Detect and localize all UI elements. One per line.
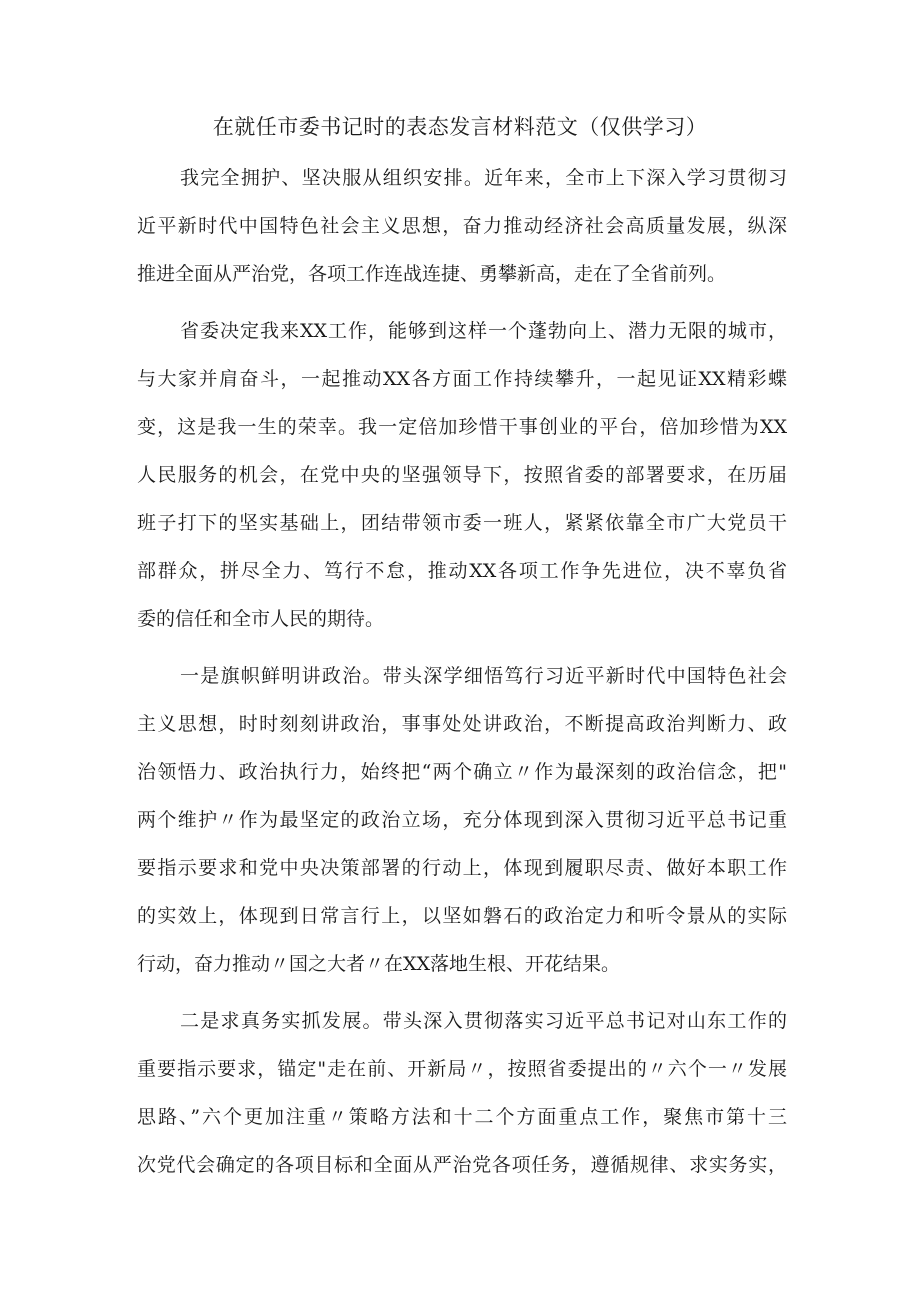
text-line: 人民服务的机会，在党中央的坚强领导下，按照省委的部署要求，在历届 (137, 464, 787, 486)
text-line: 重要指示要求，锚定"走在前、开新局〃，按照省委提出的〃六个一〃发展 (137, 1058, 787, 1080)
text-line: 思路、”六个更加注重〃策略方法和十二个方面重点工作，聚焦市第十三 (137, 1106, 787, 1128)
text-line: 变，这是我一生的荣幸。我一定倍加珍惜干事创业的平台，倍加珍惜为XX (137, 416, 787, 438)
text-line: 两个维护〃作为最坚定的政治立场，充分体现到深入贯彻习近平总书记重 (137, 809, 787, 831)
text-line: 次党代会确定的各项目标和全面从严治党各项任务，遵循规律、求实务实， (137, 1154, 787, 1176)
text-line: 治领悟力、政治执行力，始终把“两个确立〃作为最深刻的政治信念，把" (137, 761, 787, 783)
text-line: 近平新时代中国特色社会主义思想，奋力推动经济社会高质量发展，纵深 (137, 215, 787, 237)
text-line: 主义思想，时时刻刻讲政治，事事处处讲政治，不断提高政治判断力、政 (137, 713, 787, 735)
text-line: 的实效上，体现到日常言行上，以坚如磐石的政治定力和听令景从的实际 (137, 905, 787, 927)
text-line: 班子打下的坚实基础上，团结带领市委一班人，紧紧依靠全市广大党员干 (137, 512, 787, 534)
paragraph-2 (137, 313, 787, 649)
text-line: 要指示要求和党中央决策部署的行动上，体现到履职尽责、做好本职工作 (137, 857, 787, 879)
text-line: 部群众，拼尽全力、笃行不怠，推动XX各项工作争先进位，决不辜负省 (137, 560, 787, 582)
document-title: 在就任市委书记时的表态发言材料范文（仅供学习） (212, 115, 708, 139)
paragraph-3 (137, 658, 787, 994)
paragraph-1 (137, 160, 787, 304)
text-line: 我完全拥护、坚决服从组织安排。近年来，全市上下深入学习贯彻习 (180, 167, 787, 189)
text-line: 行动，奋力推动〃国之大者〃在XX落地生根、开花结果。 (137, 953, 621, 975)
document-body (137, 160, 787, 1195)
paragraph-4 (137, 1003, 787, 1195)
text-line: 省委决定我来XX工作，能够到这样一个蓬勃向上、潜力无限的城市， (180, 320, 787, 342)
text-line: 委的信任和全市人民的期待。 (137, 608, 385, 630)
text-line: 二是求真务实抓发展。带头深入贯彻落实习近平总书记对山东工作的 (180, 1010, 787, 1032)
text-line: 与大家并肩奋斗，一起推动XX各方面工作持续攀升，一起见证XX精彩蝶 (137, 368, 787, 390)
text-line: 推进全面从严治党，各项工作连战连捷、勇攀新高，走在了全省前列。 (137, 263, 727, 285)
text-line: 一是旗帜鲜明讲政治。带头深学细悟笃行习近平新时代中国特色社会 (180, 665, 787, 687)
